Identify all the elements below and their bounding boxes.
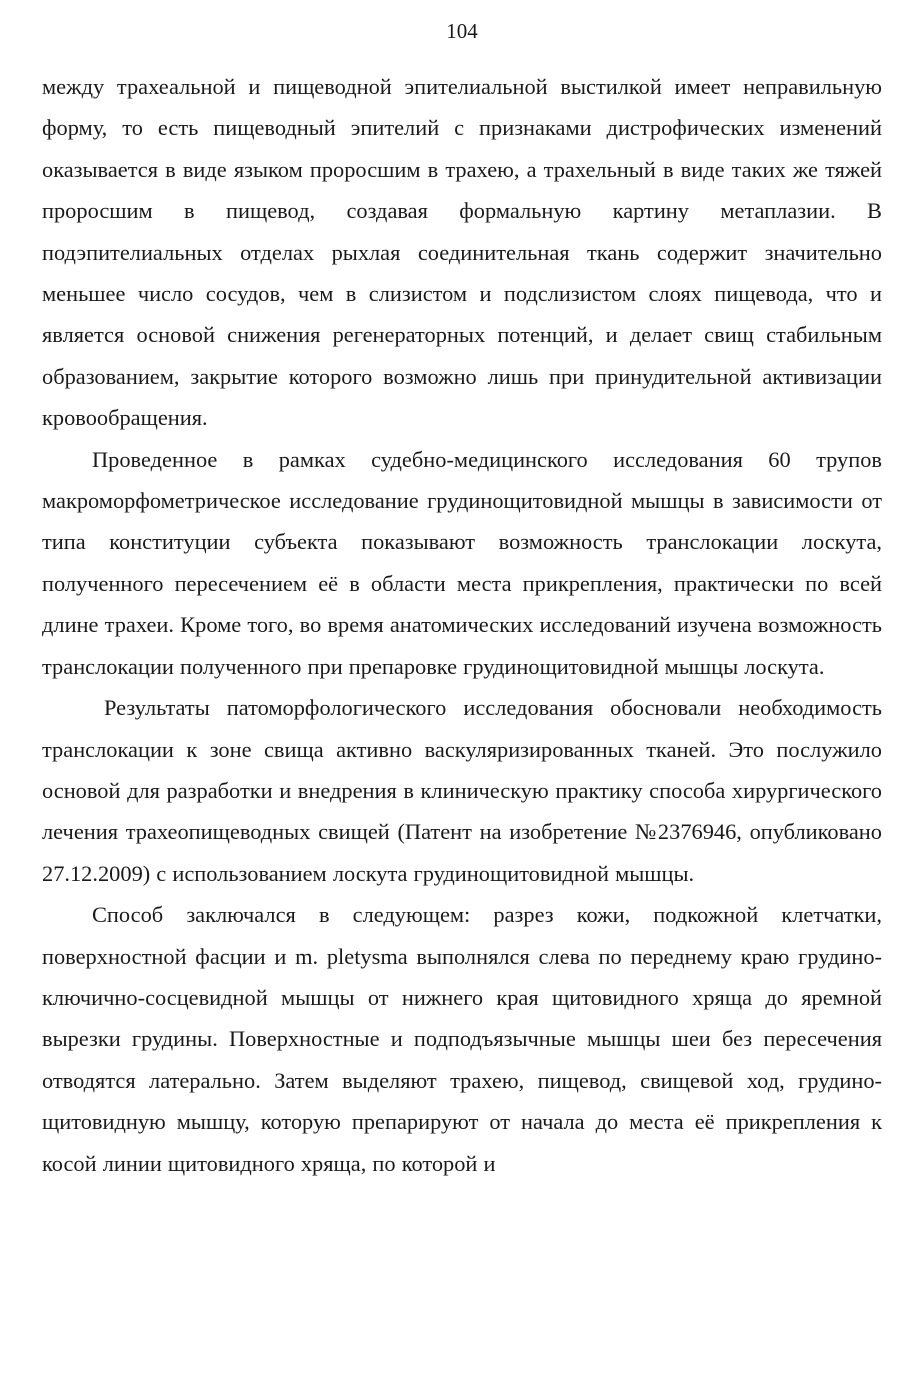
paragraph-macromorphometry: Проведенное в рамках судебно-медицинского исследования 60 трупов макроморфометрическое исследование грудинощитовидной мышцы в зависимости от типа конституции субъекта показывают возможность транслокации лоскута, полученного пересечением её в области места прикрепления, практически по всей длине трахеи. Кроме того, во время анатомических исследований изучена возможность транслокации полученного при препаровке грудинощитовидной мышцы лоскута. bbox=[42, 446, 882, 679]
paragraph-results: Результаты патоморфологического исследования обосновали необходимость транслокации к зоне свища активно васкуляризированных тканей. Это послужило основой для разработки и внедрения в клиническую практику способа хирургического лечения трахеопищеводных свищей (Патент на изобретение №2376946, опубликовано 27.12.2009) с использованием лоскута грудинощитовидной мышцы. bbox=[42, 695, 882, 886]
paragraph-method: Способ заключался в следующем: разрез кожи, подкожной клетчатки, поверхностной фасции и m. pletysma выполнялся слева по переднему краю грудино-ключично-сосцевидной мышцы от нижнего края щитовидного хряща до яремной вырезки грудины. Поверхностные и подподъязычные мышцы шеи без пересечения отводятся латерально. Затем выделяют трахею, пищевод, свищевой ход, грудино-щитовидную мышцу, которую препарируют от начала до места её прикрепления к косой линии щитовидного хряща, по которой и bbox=[42, 902, 882, 1176]
body-text bbox=[42, 66, 882, 1184]
page-number: 104 bbox=[446, 19, 478, 43]
paragraph-continuation: между трахеальной и пищеводной эпителиальной выстилкой имеет неправильную форму, то есть пищеводный эпителий с признаками дистрофических изменений оказывается в виде языком проросшим в трахею, а трахельный в виде таких же тяжей проросшим в пищевод, создавая формальную картину метаплазии. В подэпителиальных отделах рыхлая соединительная ткань содержит значительно меньшее число сосудов, чем в слизистом и подслизистом слоях пищевода, что и является основой снижения регенераторных потенций, и делает свищ стабильным образованием, закрытие которого возможно лишь при принудительной активизации кровообращения. bbox=[42, 74, 882, 431]
